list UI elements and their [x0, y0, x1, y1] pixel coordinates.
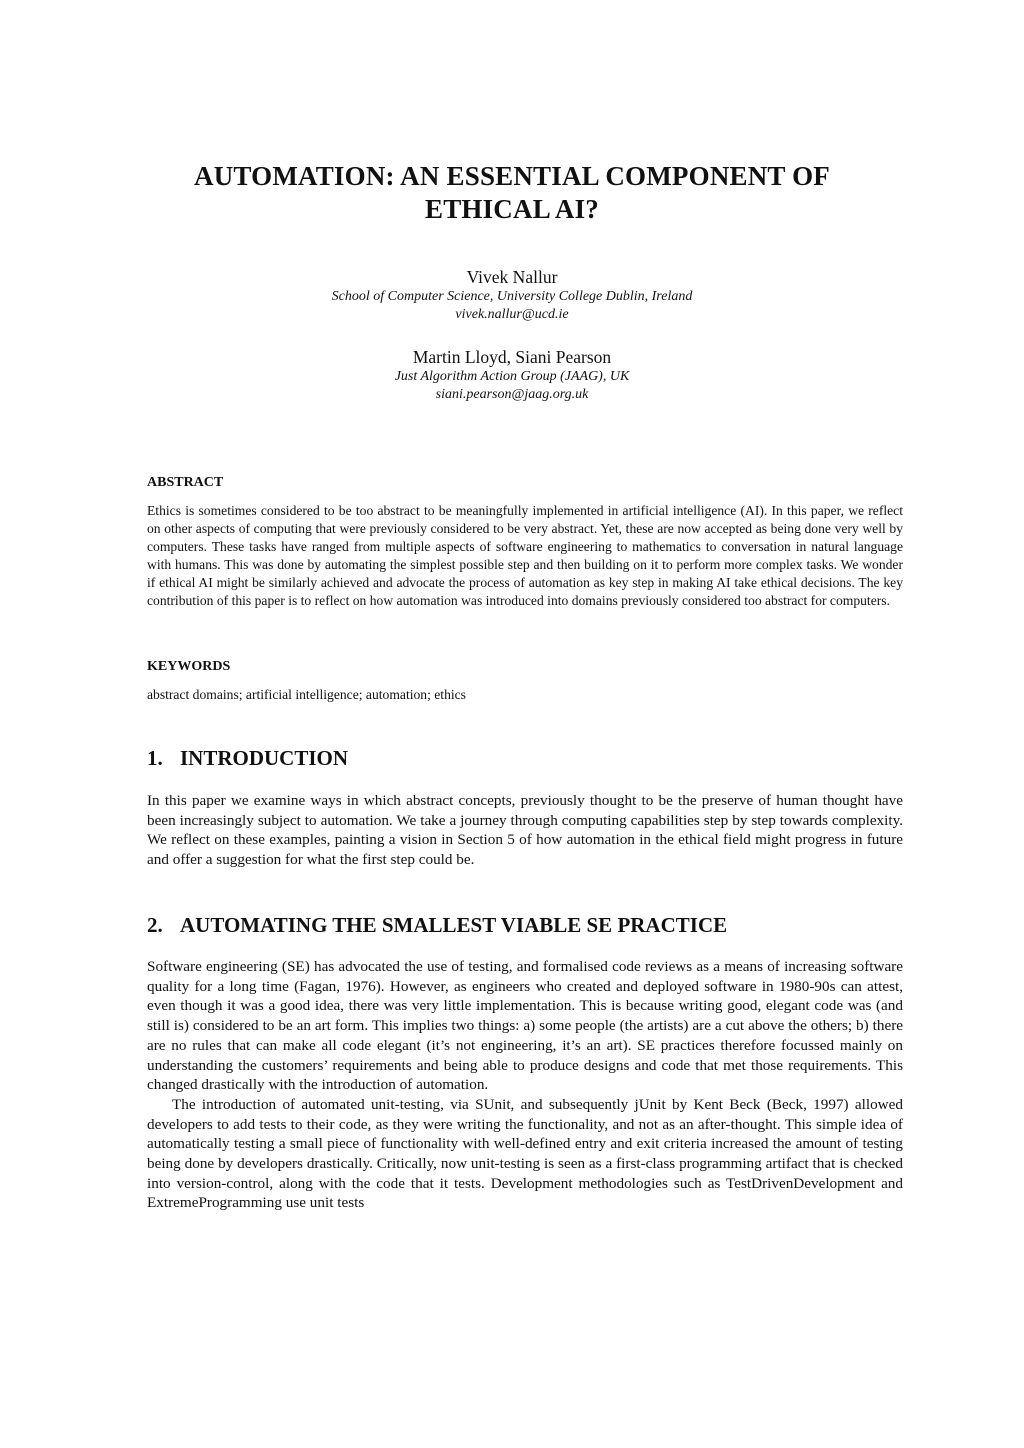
section-number: 1.	[147, 746, 163, 770]
paragraph: In this paper we examine ways in which abstract concepts, previously thought to be the preserve of human thought have been increasingly subject to automation. We take a journey through computing capabilities step by step towards complexity. We reflect on these examples, painting a vision in Section 5 of how automation in the ethical field might progress in future and offer a suggestion for what the first step could be.	[147, 792, 903, 869]
author-names: Vivek Nallur	[466, 267, 558, 287]
section-body-introduction	[147, 791, 903, 870]
author-email: vivek.nallur@ucd.ie	[455, 307, 569, 322]
author-affiliation: Just Algorithm Action Group (JAAG), UK	[394, 369, 630, 384]
abstract-text: Ethics is sometimes considered to be too abstract to be meaningfully implemented in artificial intelligence (AI). In this paper, we reflect on other aspects of computing that were previously considered to be very abstract. Yet, these are now accepted as being done very well by computers. These tasks have ranged from multiple aspects of software engineering to mathematics to conversation in natural language with humans. This was done by automating the simplest possible step and then building on it to perform more complex tasks. We wonder if ethical AI might be similarly achieved and advocate the process of automation as key step in making AI take ethical decisions. The key contribution of this paper is to reflect on how automation was introduced into domains previously considered too abstract for computers.	[147, 503, 903, 608]
keywords-text: abstract domains; artificial intelligence; automation; ethics	[147, 687, 466, 702]
section-title: INTRODUCTION	[180, 746, 349, 770]
author-email: siani.pearson@jaag.org.uk	[435, 387, 589, 402]
paragraph: The introduction of automated unit-testing, via SUnit, and subsequently jUnit by Kent Beck (Beck, 1997) allowed developers to add tests to their code, as they were writing the functionality, and not as an after-thought. This simple idea of automatically testing a small piece of functionality with well-defined entry and exit criteria increased the amount of testing being done by developers drastically. Critically, now unit-testing is seen as a first-class programming artifact that is checked into version-control, along with the code that it tests. Development methodologies such as TestDrivenDevelopment and ExtremeProgramming use unit tests	[147, 1095, 903, 1212]
paragraph: Software engineering (SE) has advocated the use of testing, and formalised code reviews as a means of increasing software quality for a long time (Fagan, 1976). However, as engineers who created and deployed software in 1980-90s can attest, even though it was a good idea, there was very little implementation. This is because writing good, elegant code was (and still is) considered to be an art form. This implies two things: a) some people (the artists) are a cut above the others; b) there are no rules that can make all code elegant (it’s not engineering, it’s an art). SE practices therefore focussed mainly on understanding the customers’ requirements and being able to produce designs and code that met those requirements. This changed drastically with the introduction of automation.	[147, 958, 903, 1094]
section-title: AUTOMATING THE SMALLEST VIABLE SE PRACTICE	[180, 913, 728, 937]
section-body-automating	[147, 957, 903, 1213]
author-block-2	[150, 346, 874, 404]
paper-title	[100, 160, 924, 226]
author-names: Martin Lloyd, Siani Pearson	[412, 347, 612, 367]
section-heading-introduction	[147, 745, 348, 771]
author-affiliation: School of Computer Science, University College Dublin, Ireland	[331, 289, 693, 304]
author-block-1	[150, 266, 874, 324]
keywords-heading: KEYWORDS	[147, 659, 231, 674]
abstract-heading: ABSTRACT	[147, 475, 224, 490]
paper-title-line-1: AUTOMATION: AN ESSENTIAL COMPONENT OF	[194, 161, 830, 191]
section-heading-automating	[147, 912, 727, 938]
section-number: 2.	[147, 913, 163, 937]
paper-title-line-2: ETHICAL AI?	[424, 194, 599, 224]
